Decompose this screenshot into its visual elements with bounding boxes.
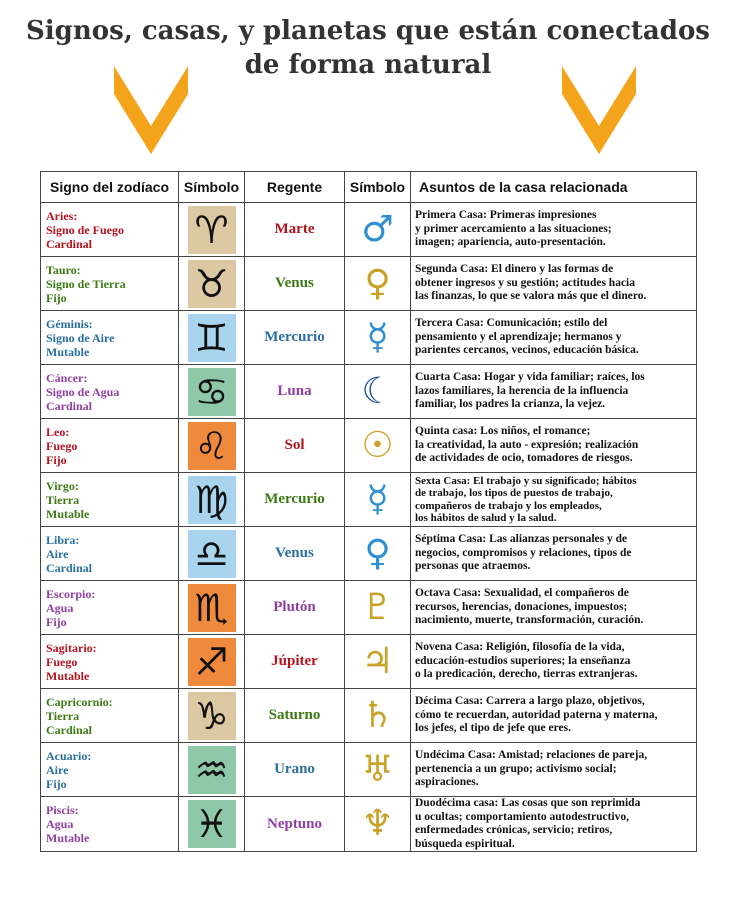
sign-element: Tierra: [46, 492, 80, 507]
planet-symbol-cell: [345, 419, 411, 473]
sign-modality: Cardinal: [46, 722, 93, 737]
planet-symbol-cell: [345, 689, 411, 743]
sign-modality: Mutable: [46, 344, 90, 359]
saturn-icon: ♄: [361, 694, 394, 736]
symbol-cell: [179, 203, 245, 257]
sign-cell: [41, 419, 179, 473]
venus-icon: ♀: [364, 262, 391, 304]
topic-line: Novena Casa: Religión, filosofía de la vida,: [415, 641, 625, 654]
table-row: [41, 419, 697, 473]
symbol-cell: [179, 581, 245, 635]
planet-symbol-cell: [345, 365, 411, 419]
topic-line: Octava Casa: Sexualidad, el compañeros de: [415, 587, 629, 600]
sign-element: Agua: [46, 600, 74, 615]
ruler-name: Urano: [245, 743, 345, 797]
sign-name: Capricornio:: [46, 694, 113, 709]
topic-line: Sexta Casa: El trabajo y su significado; hábitos: [415, 474, 637, 487]
table-row: [41, 689, 697, 743]
symbol-cell: [179, 743, 245, 797]
topic-cell: [411, 689, 697, 743]
header-topic: Asuntos de la casa relacionada: [411, 172, 697, 203]
header-sign: Signo del zodíaco: [41, 172, 179, 203]
chevron-down-icon: [562, 66, 636, 156]
sign-name: Escorpio:: [46, 586, 96, 601]
sign-modality: Fijo: [46, 776, 67, 791]
topic-cell: [411, 365, 697, 419]
title-line-2: de forma natural: [244, 50, 492, 80]
sign-name: Cáncer:: [46, 370, 88, 385]
sign-modality: Fijo: [46, 614, 67, 629]
sign-name: Virgo:: [46, 478, 79, 493]
ruler-name: Mercurio: [245, 311, 345, 365]
topic-cell: [411, 797, 697, 852]
mercury-icon: ☿: [366, 478, 389, 520]
symbol-cell: [179, 419, 245, 473]
header-symbol: Símbolo: [179, 172, 245, 203]
ruler-name: Luna: [245, 365, 345, 419]
symbol-cell: [179, 635, 245, 689]
sign-name: Leo:: [46, 424, 70, 439]
sign-cell: [41, 203, 179, 257]
sun-icon: ☉: [361, 424, 394, 466]
topic-line: recursos, herencias, donaciones, impuestos;: [415, 600, 628, 613]
sign-cell: [41, 365, 179, 419]
sign-modality: Cardinal: [46, 560, 93, 575]
symbol-cell: [179, 473, 245, 527]
jupiter-icon: ♃: [361, 640, 394, 682]
table-row: [41, 635, 697, 689]
topic-line: de actividades de ocio, tomadores de riesgos.: [415, 452, 633, 465]
topic-line: Segunda Casa: El dinero y las formas de: [415, 263, 614, 276]
table-header-row: [41, 172, 697, 203]
topic-line: Primera Casa: Primeras impresiones: [415, 209, 597, 222]
sign-name: Géminis:: [46, 316, 93, 331]
topic-line: Quinta casa: Los niños, el romance;: [415, 425, 591, 438]
gemini-icon: ♊: [188, 314, 236, 362]
scorpio-icon: ♏: [188, 584, 236, 632]
ruler-name: Sol: [245, 419, 345, 473]
sign-name: Acuario:: [46, 748, 92, 763]
topic-line: lazos familiares, la herencia de la influencia: [415, 384, 629, 397]
cancer-icon: ♋: [188, 368, 236, 416]
sign-name: Libra:: [46, 532, 80, 547]
sign-element: Aire: [46, 762, 69, 777]
symbol-cell: [179, 689, 245, 743]
topic-cell: [411, 581, 697, 635]
topic-line: Tercera Casa: Comunicación; estilo del: [415, 317, 608, 330]
topic-line: aspiraciones.: [415, 776, 479, 789]
sign-cell: [41, 527, 179, 581]
sign-cell: [41, 581, 179, 635]
topic-line: negocios, compromisos y relaciones, tipos de: [415, 546, 632, 559]
topic-line: educación-estudios superiores; la enseñanza: [415, 654, 631, 667]
topic-line: la creatividad, la auto - expresión; realización: [415, 438, 639, 451]
topic-line: enfermedades crónicas, servicio; retiros,: [415, 824, 613, 836]
sign-name: Piscis:: [46, 803, 79, 817]
sign-element: Signo de Fuego: [46, 222, 125, 237]
table-row: [41, 311, 697, 365]
sign-element: Tierra: [46, 708, 80, 723]
topic-line: familiar, los padres la crianza, la vejez.: [415, 398, 606, 411]
topic-line: y primer acercamiento a las situaciones;: [415, 222, 612, 235]
table-row: [41, 743, 697, 797]
title-line-1: Signos, casas, y planetas que están conectados: [26, 16, 710, 46]
table-row: [41, 473, 697, 527]
planet-symbol-cell: [345, 581, 411, 635]
topic-line: Duodécima casa: Las cosas que son reprimida: [415, 797, 641, 809]
table-row: [41, 257, 697, 311]
pluto-icon: ♇: [361, 586, 394, 628]
topic-line: parientes cercanos, vecinos, educación básica.: [415, 344, 639, 357]
topic-line: Séptima Casa: Las alianzas personales y de: [415, 533, 628, 546]
symbol-cell: [179, 365, 245, 419]
table-row: [41, 365, 697, 419]
pisces-icon: ♓: [188, 800, 236, 848]
leo-icon: ♌: [188, 422, 236, 470]
sign-cell: [41, 797, 179, 852]
topic-line: los hábitos de salud y la salud.: [415, 512, 557, 524]
sign-cell: [41, 257, 179, 311]
topic-line: Cuarta Casa: Hogar y vida familiar; raíces, los: [415, 371, 645, 384]
topic-cell: [411, 419, 697, 473]
sagittarius-icon: ♐: [188, 638, 236, 686]
moon-icon: ☾: [361, 370, 394, 412]
topic-cell: [411, 743, 697, 797]
zodiac-table: [40, 171, 697, 852]
sign-modality: Mutable: [46, 668, 90, 683]
topic-cell: [411, 311, 697, 365]
planet-symbol-cell: [345, 203, 411, 257]
topic-cell: [411, 527, 697, 581]
topic-line: personas que atraemos.: [415, 560, 531, 573]
sign-element: Signo de Agua: [46, 384, 120, 399]
venus-icon: ♀: [364, 532, 391, 574]
planet-symbol-cell: [345, 527, 411, 581]
topic-line: cómo te recuerdan, autoridad paterna y materna,: [415, 708, 658, 721]
topic-line: de trabajo, los tipos de puestos de trabajo,: [415, 487, 613, 499]
ruler-name: Mercurio: [245, 473, 345, 527]
topic-line: búsqueda espiritual.: [415, 837, 515, 850]
sign-element: Fuego: [46, 438, 78, 453]
topic-line: pensamiento y el aprendizaje; hermanos y: [415, 330, 622, 343]
mercury-icon: ☿: [366, 316, 389, 358]
topic-line: nacimiento, muerte, transformación, curación.: [415, 614, 644, 627]
sign-modality: Mutable: [46, 831, 90, 845]
aries-icon: ♈: [188, 206, 236, 254]
sign-element: Fuego: [46, 654, 78, 669]
symbol-cell: [179, 257, 245, 311]
ruler-name: Venus: [245, 527, 345, 581]
chevron-down-icon: [114, 66, 188, 156]
capricorn-icon: ♑: [188, 692, 236, 740]
sign-modality: Mutable: [46, 506, 90, 521]
table-row: [41, 527, 697, 581]
uranus-icon: ♅: [361, 748, 394, 790]
topic-line: Undécima Casa: Amistad; relaciones de pareja,: [415, 749, 648, 762]
symbol-cell: [179, 311, 245, 365]
neptune-icon: ♆: [361, 803, 394, 844]
topic-line: los jefes, el tipo de jefe que eres.: [415, 722, 571, 735]
sign-modality: Fijo: [46, 452, 67, 467]
topic-cell: [411, 473, 697, 527]
sign-element: Signo de Aire: [46, 330, 115, 345]
header-ruler: Regente: [245, 172, 345, 203]
sign-modality: Cardinal: [46, 236, 93, 251]
table-row: [41, 797, 697, 852]
ruler-name: Saturno: [245, 689, 345, 743]
planet-symbol-cell: [345, 257, 411, 311]
topic-line: Décima Casa: Carrera a largo plazo, objetivos,: [415, 695, 645, 708]
virgo-icon: ♍: [188, 476, 236, 524]
ruler-name: Neptuno: [245, 797, 345, 852]
topic-line: compañeros de trabajo y los empleados,: [415, 499, 602, 512]
table-row: [41, 203, 697, 257]
ruler-name: Venus: [245, 257, 345, 311]
sign-name: Aries:: [46, 208, 78, 223]
topic-line: pertenencia a un grupo; activismo social;: [415, 762, 617, 775]
symbol-cell: [179, 527, 245, 581]
sign-modality: Fijo: [46, 290, 67, 305]
topic-line: obtener ingresos y su gestión; actitudes hacia: [415, 276, 635, 289]
sign-name: Sagitario:: [46, 640, 97, 655]
sign-element: Signo de Tierra: [46, 276, 126, 291]
planet-symbol-cell: [345, 797, 411, 852]
ruler-name: Júpiter: [245, 635, 345, 689]
topic-line: las finanzas, lo que se valora más que el dinero.: [415, 290, 647, 303]
topic-cell: [411, 203, 697, 257]
sign-cell: [41, 311, 179, 365]
symbol-cell: [179, 797, 245, 852]
sign-element: Agua: [46, 817, 74, 831]
header-planet-symbol: Símbolo: [345, 172, 411, 203]
sign-cell: [41, 473, 179, 527]
planet-symbol-cell: [345, 635, 411, 689]
topic-line: o la predicación, derecho, tierras extranjeras.: [415, 668, 638, 681]
planet-symbol-cell: [345, 311, 411, 365]
sign-element: Aire: [46, 546, 69, 561]
topic-line: imagen; apariencia, auto-presentación.: [415, 236, 606, 249]
mars-icon: ♂: [361, 208, 394, 250]
sign-cell: [41, 689, 179, 743]
aquarius-icon: ♒: [188, 746, 236, 794]
sign-modality: Cardinal: [46, 398, 93, 413]
topic-line: u ocultas; comportamiento autodestructivo,: [415, 810, 630, 823]
taurus-icon: ♉: [188, 260, 236, 308]
planet-symbol-cell: [345, 473, 411, 527]
table-row: [41, 581, 697, 635]
topic-cell: [411, 635, 697, 689]
sign-name: Tauro:: [46, 262, 81, 277]
topic-cell: [411, 257, 697, 311]
planet-symbol-cell: [345, 743, 411, 797]
ruler-name: Marte: [245, 203, 345, 257]
ruler-name: Plutón: [245, 581, 345, 635]
sign-cell: [41, 743, 179, 797]
sign-cell: [41, 635, 179, 689]
libra-icon: ♎: [188, 530, 236, 578]
